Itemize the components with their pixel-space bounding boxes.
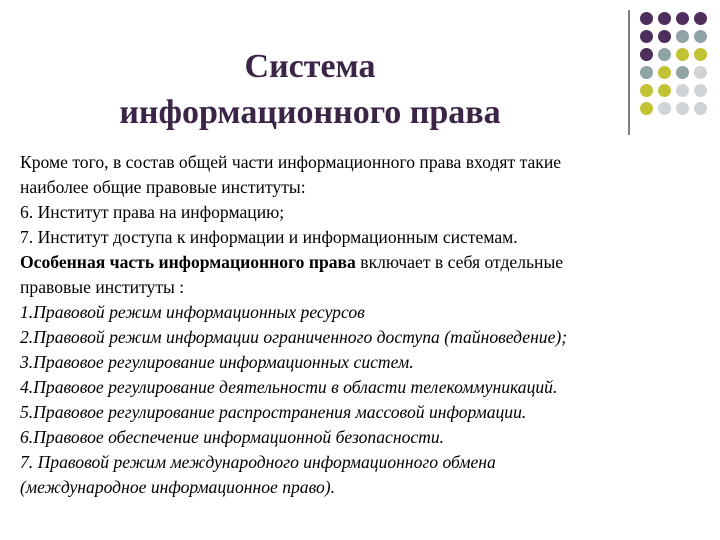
decorative-vertical-line: [628, 10, 630, 135]
decorative-dot: [676, 30, 689, 43]
decorative-dot: [658, 102, 671, 115]
intro-line-2: наиболее общие правовые институты:: [20, 177, 306, 197]
list-item: 4.Правовое регулирование деятельности в области телекоммуникаций.: [20, 377, 558, 397]
slide-body: [20, 150, 710, 500]
list-item: 1.Правовой режим информационных ресурсов: [20, 302, 365, 322]
list-item: 6.Правовое обеспечение информационной безопасности.: [20, 427, 445, 447]
decorative-dot: [676, 84, 689, 97]
special-part-line: [20, 250, 710, 275]
decorative-dot: [640, 30, 653, 43]
decorative-dot: [676, 102, 689, 115]
list-item: 5.Правовое регулирование распространения массовой информации.: [20, 402, 527, 422]
special-part-line-2: правовые институты :: [20, 277, 185, 297]
decorative-dot: [676, 66, 689, 79]
decorative-dot: [676, 48, 689, 61]
list-item: 7. Правовой режим международного информационного обмена: [20, 452, 496, 472]
item-6: 6. Институт права на информацию;: [20, 202, 285, 222]
item-7: 7. Институт доступа к информации и информационным системам.: [20, 227, 518, 247]
decorative-dot: [694, 66, 707, 79]
decorative-dot: [640, 12, 653, 25]
list-item: 3.Правовое регулирование информационных систем.: [20, 352, 414, 372]
decorative-dot: [640, 84, 653, 97]
decorative-dot: [640, 102, 653, 115]
list-item: (международное информационное право).: [20, 477, 336, 497]
special-part-rest: включает в себя отдельные: [355, 252, 564, 272]
decorative-dot: [694, 84, 707, 97]
title-line-2: информационного права: [119, 94, 501, 131]
decorative-dot: [676, 12, 689, 25]
special-part-bold: Особенная часть информационного права: [20, 252, 356, 272]
decorative-dot: [694, 12, 707, 25]
decorative-dot: [694, 48, 707, 61]
list-item: 2.Правовой режим информации ограниченного доступа (тайноведение);: [20, 327, 568, 347]
decorative-dot: [658, 30, 671, 43]
decorative-dot: [658, 84, 671, 97]
decorative-dot: [658, 48, 671, 61]
slide-title: [40, 44, 580, 136]
intro-line-1: Кроме того, в состав общей части информационного права входят такие: [20, 152, 562, 172]
decorative-dot: [658, 12, 671, 25]
decorative-dot: [694, 102, 707, 115]
title-line-1: Система: [244, 48, 376, 85]
decorative-dot: [640, 48, 653, 61]
decorative-dot: [658, 66, 671, 79]
decorative-dot: [640, 66, 653, 79]
decorative-dot: [694, 30, 707, 43]
